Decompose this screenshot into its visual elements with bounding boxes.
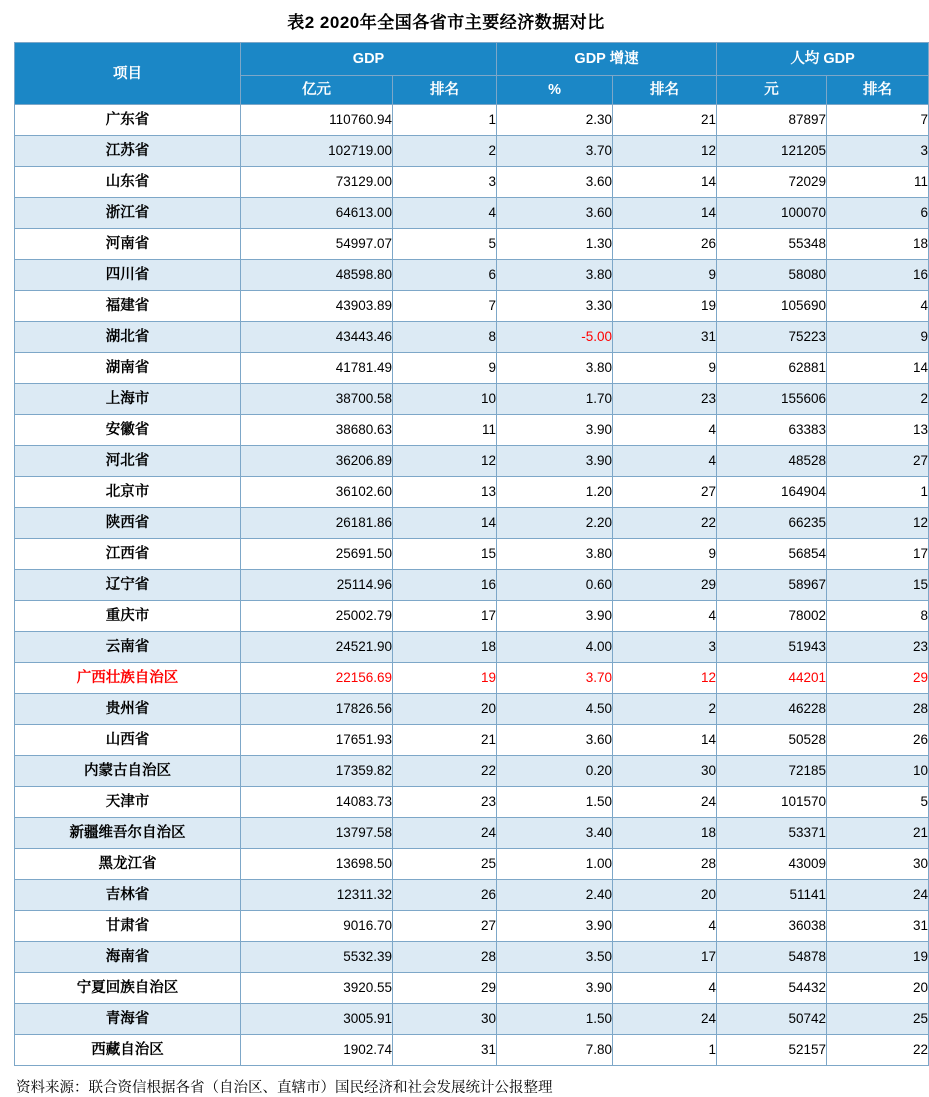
cell-growth-value: 0.60: [497, 570, 613, 601]
cell-growth-rank: 18: [613, 818, 717, 849]
cell-province-name: 海南省: [15, 942, 241, 973]
cell-growth-value: 3.90: [497, 415, 613, 446]
cell-province-name: 吉林省: [15, 880, 241, 911]
cell-gdp-rank: 7: [393, 291, 497, 322]
cell-province-name: 湖南省: [15, 353, 241, 384]
cell-gdp-value: 12311.32: [241, 880, 393, 911]
economic-data-table: [14, 42, 929, 1066]
cell-per-capita-rank: 5: [827, 787, 929, 818]
cell-growth-rank: 31: [613, 322, 717, 353]
cell-gdp-value: 26181.86: [241, 508, 393, 539]
cell-province-name: 宁夏回族自治区: [15, 973, 241, 1004]
cell-gdp-value: 13698.50: [241, 849, 393, 880]
cell-province-name: 新疆维吾尔自治区: [15, 818, 241, 849]
cell-growth-rank: 3: [613, 632, 717, 663]
table-row: [15, 136, 929, 167]
cell-province-name: 上海市: [15, 384, 241, 415]
cell-growth-rank: 2: [613, 694, 717, 725]
cell-gdp-value: 36206.89: [241, 446, 393, 477]
header-growth-unit: %: [497, 76, 613, 105]
table-row: [15, 973, 929, 1004]
cell-gdp-value: 38680.63: [241, 415, 393, 446]
cell-per-capita-rank: 14: [827, 353, 929, 384]
cell-per-capita-rank: 21: [827, 818, 929, 849]
cell-gdp-value: 25691.50: [241, 539, 393, 570]
table-row: [15, 632, 929, 663]
cell-per-capita-rank: 13: [827, 415, 929, 446]
cell-per-capita-value: 101570: [717, 787, 827, 818]
cell-per-capita-rank: 29: [827, 663, 929, 694]
table-row: [15, 880, 929, 911]
cell-gdp-value: 14083.73: [241, 787, 393, 818]
header-per-capita-rank: 排名: [827, 76, 929, 105]
cell-per-capita-rank: 3: [827, 136, 929, 167]
cell-gdp-rank: 4: [393, 198, 497, 229]
cell-gdp-rank: 17: [393, 601, 497, 632]
cell-growth-value: 3.90: [497, 446, 613, 477]
cell-growth-value: 1.00: [497, 849, 613, 880]
cell-per-capita-value: 62881: [717, 353, 827, 384]
cell-province-name: 河南省: [15, 229, 241, 260]
cell-per-capita-value: 58080: [717, 260, 827, 291]
table-row: [15, 539, 929, 570]
cell-per-capita-rank: 23: [827, 632, 929, 663]
header-group-gdp-growth: GDP 增速: [497, 43, 717, 76]
cell-gdp-rank: 12: [393, 446, 497, 477]
cell-per-capita-rank: 18: [827, 229, 929, 260]
cell-growth-rank: 12: [613, 136, 717, 167]
cell-per-capita-value: 87897: [717, 105, 827, 136]
cell-per-capita-rank: 8: [827, 601, 929, 632]
cell-growth-rank: 14: [613, 167, 717, 198]
cell-growth-rank: 23: [613, 384, 717, 415]
header-group-gdp: GDP: [241, 43, 497, 76]
cell-gdp-rank: 18: [393, 632, 497, 663]
cell-gdp-rank: 20: [393, 694, 497, 725]
cell-per-capita-value: 56854: [717, 539, 827, 570]
cell-per-capita-rank: 6: [827, 198, 929, 229]
cell-per-capita-rank: 15: [827, 570, 929, 601]
cell-per-capita-rank: 20: [827, 973, 929, 1004]
cell-gdp-rank: 11: [393, 415, 497, 446]
cell-province-name: 江西省: [15, 539, 241, 570]
cell-per-capita-value: 52157: [717, 1035, 827, 1066]
cell-per-capita-rank: 12: [827, 508, 929, 539]
table-row: [15, 849, 929, 880]
table-row: [15, 725, 929, 756]
cell-growth-value: 3.60: [497, 198, 613, 229]
table-row: [15, 415, 929, 446]
cell-per-capita-rank: 1: [827, 477, 929, 508]
table-row: [15, 601, 929, 632]
cell-gdp-value: 102719.00: [241, 136, 393, 167]
cell-growth-value: 1.30: [497, 229, 613, 260]
table-row: [15, 570, 929, 601]
cell-province-name: 河北省: [15, 446, 241, 477]
cell-per-capita-rank: 7: [827, 105, 929, 136]
source-note: 资料来源：联合资信根据各省（自治区、直辖市）国民经济和社会发展统计公报整理: [16, 1080, 553, 1096]
cell-growth-rank: 4: [613, 415, 717, 446]
table-row: [15, 105, 929, 136]
cell-growth-rank: 1: [613, 1035, 717, 1066]
cell-gdp-value: 43903.89: [241, 291, 393, 322]
table-row: [15, 756, 929, 787]
cell-per-capita-rank: 25: [827, 1004, 929, 1035]
cell-growth-value: 3.90: [497, 601, 613, 632]
cell-gdp-value: 3920.55: [241, 973, 393, 1004]
cell-gdp-value: 17359.82: [241, 756, 393, 787]
cell-per-capita-value: 48528: [717, 446, 827, 477]
cell-growth-value: 3.90: [497, 973, 613, 1004]
cell-gdp-value: 24521.90: [241, 632, 393, 663]
header-gdp-unit: 亿元: [241, 76, 393, 105]
cell-growth-rank: 24: [613, 787, 717, 818]
table-row: [15, 353, 929, 384]
table-body: [15, 105, 929, 1066]
cell-province-name: 江苏省: [15, 136, 241, 167]
cell-gdp-value: 13797.58: [241, 818, 393, 849]
cell-per-capita-value: 46228: [717, 694, 827, 725]
cell-per-capita-value: 72029: [717, 167, 827, 198]
cell-growth-value: 0.20: [497, 756, 613, 787]
cell-growth-rank: 27: [613, 477, 717, 508]
cell-per-capita-rank: 19: [827, 942, 929, 973]
cell-growth-value: 2.30: [497, 105, 613, 136]
table-header: [15, 43, 929, 105]
cell-gdp-rank: 14: [393, 508, 497, 539]
cell-province-name: 山西省: [15, 725, 241, 756]
cell-growth-rank: 9: [613, 539, 717, 570]
cell-gdp-value: 110760.94: [241, 105, 393, 136]
cell-gdp-rank: 3: [393, 167, 497, 198]
cell-per-capita-rank: 30: [827, 849, 929, 880]
cell-gdp-value: 48598.80: [241, 260, 393, 291]
cell-growth-value: 2.20: [497, 508, 613, 539]
cell-per-capita-rank: 27: [827, 446, 929, 477]
cell-per-capita-value: 51943: [717, 632, 827, 663]
cell-gdp-rank: 23: [393, 787, 497, 818]
cell-per-capita-value: 105690: [717, 291, 827, 322]
cell-province-name: 湖北省: [15, 322, 241, 353]
cell-gdp-rank: 29: [393, 973, 497, 1004]
cell-province-name: 安徽省: [15, 415, 241, 446]
cell-gdp-value: 38700.58: [241, 384, 393, 415]
cell-gdp-rank: 16: [393, 570, 497, 601]
cell-province-name: 福建省: [15, 291, 241, 322]
cell-gdp-rank: 2: [393, 136, 497, 167]
cell-per-capita-rank: 17: [827, 539, 929, 570]
cell-growth-value: 3.60: [497, 725, 613, 756]
table-title: 表2 2020年全国各省市主要经济数据对比: [287, 13, 605, 32]
cell-gdp-value: 3005.91: [241, 1004, 393, 1035]
cell-gdp-value: 36102.60: [241, 477, 393, 508]
cell-growth-rank: 20: [613, 880, 717, 911]
cell-gdp-rank: 1: [393, 105, 497, 136]
cell-gdp-value: 1902.74: [241, 1035, 393, 1066]
cell-per-capita-value: 55348: [717, 229, 827, 260]
cell-province-name: 青海省: [15, 1004, 241, 1035]
cell-gdp-value: 25114.96: [241, 570, 393, 601]
cell-growth-value: 3.50: [497, 942, 613, 973]
cell-gdp-value: 9016.70: [241, 911, 393, 942]
cell-province-name: 广西壮族自治区: [15, 663, 241, 694]
cell-per-capita-rank: 31: [827, 911, 929, 942]
cell-per-capita-value: 54432: [717, 973, 827, 1004]
header-growth-rank: 排名: [613, 76, 717, 105]
cell-province-name: 甘肃省: [15, 911, 241, 942]
cell-growth-value: 3.30: [497, 291, 613, 322]
cell-gdp-rank: 28: [393, 942, 497, 973]
cell-gdp-rank: 24: [393, 818, 497, 849]
cell-growth-value: 7.80: [497, 1035, 613, 1066]
cell-province-name: 陕西省: [15, 508, 241, 539]
cell-growth-value: 3.80: [497, 539, 613, 570]
table-row: [15, 942, 929, 973]
table-row: [15, 1004, 929, 1035]
cell-growth-rank: 28: [613, 849, 717, 880]
cell-per-capita-rank: 22: [827, 1035, 929, 1066]
cell-per-capita-value: 164904: [717, 477, 827, 508]
cell-growth-value: 2.40: [497, 880, 613, 911]
cell-growth-value: 1.20: [497, 477, 613, 508]
cell-growth-rank: 30: [613, 756, 717, 787]
cell-province-name: 内蒙古自治区: [15, 756, 241, 787]
cell-gdp-rank: 13: [393, 477, 497, 508]
cell-growth-rank: 24: [613, 1004, 717, 1035]
cell-growth-value: 1.50: [497, 1004, 613, 1035]
table-row: [15, 694, 929, 725]
header-item: 项目: [15, 43, 241, 105]
cell-growth-rank: 4: [613, 911, 717, 942]
cell-growth-value: 3.90: [497, 911, 613, 942]
cell-gdp-value: 22156.69: [241, 663, 393, 694]
cell-growth-value: 1.50: [497, 787, 613, 818]
table-row: [15, 818, 929, 849]
header-group-per-capita-gdp: 人均 GDP: [717, 43, 929, 76]
cell-per-capita-rank: 26: [827, 725, 929, 756]
cell-gdp-value: 73129.00: [241, 167, 393, 198]
table-row: [15, 229, 929, 260]
cell-province-name: 浙江省: [15, 198, 241, 229]
cell-per-capita-value: 50742: [717, 1004, 827, 1035]
table-row: [15, 911, 929, 942]
table-row: [15, 322, 929, 353]
cell-growth-rank: 12: [613, 663, 717, 694]
cell-per-capita-value: 155606: [717, 384, 827, 415]
cell-growth-value: 4.00: [497, 632, 613, 663]
cell-per-capita-value: 43009: [717, 849, 827, 880]
cell-gdp-value: 25002.79: [241, 601, 393, 632]
cell-per-capita-value: 50528: [717, 725, 827, 756]
cell-gdp-rank: 27: [393, 911, 497, 942]
cell-province-name: 贵州省: [15, 694, 241, 725]
cell-growth-value: 4.50: [497, 694, 613, 725]
cell-gdp-rank: 22: [393, 756, 497, 787]
cell-gdp-rank: 30: [393, 1004, 497, 1035]
cell-gdp-value: 43443.46: [241, 322, 393, 353]
cell-growth-value: -5.00: [497, 322, 613, 353]
cell-per-capita-rank: 9: [827, 322, 929, 353]
cell-per-capita-rank: 28: [827, 694, 929, 725]
cell-growth-rank: 4: [613, 973, 717, 1004]
header-gdp-rank: 排名: [393, 76, 497, 105]
table-row: [15, 787, 929, 818]
cell-per-capita-value: 36038: [717, 911, 827, 942]
cell-growth-value: 3.80: [497, 260, 613, 291]
cell-gdp-value: 17826.56: [241, 694, 393, 725]
cell-growth-value: 1.70: [497, 384, 613, 415]
cell-growth-rank: 9: [613, 353, 717, 384]
cell-per-capita-value: 51141: [717, 880, 827, 911]
cell-per-capita-value: 66235: [717, 508, 827, 539]
cell-per-capita-rank: 11: [827, 167, 929, 198]
cell-gdp-value: 41781.49: [241, 353, 393, 384]
cell-growth-rank: 14: [613, 725, 717, 756]
cell-growth-value: 3.40: [497, 818, 613, 849]
cell-per-capita-rank: 24: [827, 880, 929, 911]
table-row: [15, 384, 929, 415]
cell-per-capita-rank: 2: [827, 384, 929, 415]
cell-per-capita-value: 53371: [717, 818, 827, 849]
cell-growth-rank: 26: [613, 229, 717, 260]
cell-growth-rank: 14: [613, 198, 717, 229]
cell-gdp-rank: 21: [393, 725, 497, 756]
cell-growth-rank: 22: [613, 508, 717, 539]
cell-per-capita-value: 63383: [717, 415, 827, 446]
table-row: [15, 291, 929, 322]
cell-gdp-rank: 8: [393, 322, 497, 353]
cell-growth-rank: 4: [613, 601, 717, 632]
cell-per-capita-rank: 10: [827, 756, 929, 787]
cell-per-capita-value: 72185: [717, 756, 827, 787]
cell-gdp-value: 17651.93: [241, 725, 393, 756]
cell-gdp-rank: 15: [393, 539, 497, 570]
cell-province-name: 四川省: [15, 260, 241, 291]
cell-province-name: 天津市: [15, 787, 241, 818]
table-row: [15, 508, 929, 539]
table-row: [15, 663, 929, 694]
cell-province-name: 云南省: [15, 632, 241, 663]
cell-gdp-rank: 6: [393, 260, 497, 291]
cell-gdp-rank: 25: [393, 849, 497, 880]
table-row: [15, 260, 929, 291]
cell-province-name: 广东省: [15, 105, 241, 136]
cell-province-name: 辽宁省: [15, 570, 241, 601]
cell-growth-rank: 4: [613, 446, 717, 477]
cell-gdp-rank: 9: [393, 353, 497, 384]
cell-growth-value: 3.70: [497, 136, 613, 167]
cell-gdp-rank: 26: [393, 880, 497, 911]
cell-province-name: 重庆市: [15, 601, 241, 632]
cell-per-capita-value: 54878: [717, 942, 827, 973]
cell-growth-rank: 21: [613, 105, 717, 136]
cell-growth-value: 3.80: [497, 353, 613, 384]
cell-per-capita-rank: 16: [827, 260, 929, 291]
cell-gdp-rank: 19: [393, 663, 497, 694]
table-row: [15, 477, 929, 508]
cell-per-capita-value: 100070: [717, 198, 827, 229]
cell-growth-rank: 29: [613, 570, 717, 601]
header-per-capita-unit: 元: [717, 76, 827, 105]
cell-per-capita-value: 78002: [717, 601, 827, 632]
cell-per-capita-value: 75223: [717, 322, 827, 353]
table-row: [15, 198, 929, 229]
cell-per-capita-value: 121205: [717, 136, 827, 167]
table-row: [15, 167, 929, 198]
cell-province-name: 黑龙江省: [15, 849, 241, 880]
cell-growth-value: 3.60: [497, 167, 613, 198]
table-row: [15, 1035, 929, 1066]
cell-per-capita-value: 58967: [717, 570, 827, 601]
cell-gdp-rank: 10: [393, 384, 497, 415]
cell-gdp-rank: 31: [393, 1035, 497, 1066]
cell-per-capita-value: 44201: [717, 663, 827, 694]
cell-growth-rank: 9: [613, 260, 717, 291]
cell-per-capita-rank: 4: [827, 291, 929, 322]
cell-growth-rank: 19: [613, 291, 717, 322]
cell-gdp-value: 64613.00: [241, 198, 393, 229]
cell-growth-rank: 17: [613, 942, 717, 973]
cell-province-name: 山东省: [15, 167, 241, 198]
cell-gdp-value: 5532.39: [241, 942, 393, 973]
cell-gdp-value: 54997.07: [241, 229, 393, 260]
cell-province-name: 北京市: [15, 477, 241, 508]
table-row: [15, 446, 929, 477]
cell-province-name: 西藏自治区: [15, 1035, 241, 1066]
cell-growth-value: 3.70: [497, 663, 613, 694]
cell-gdp-rank: 5: [393, 229, 497, 260]
